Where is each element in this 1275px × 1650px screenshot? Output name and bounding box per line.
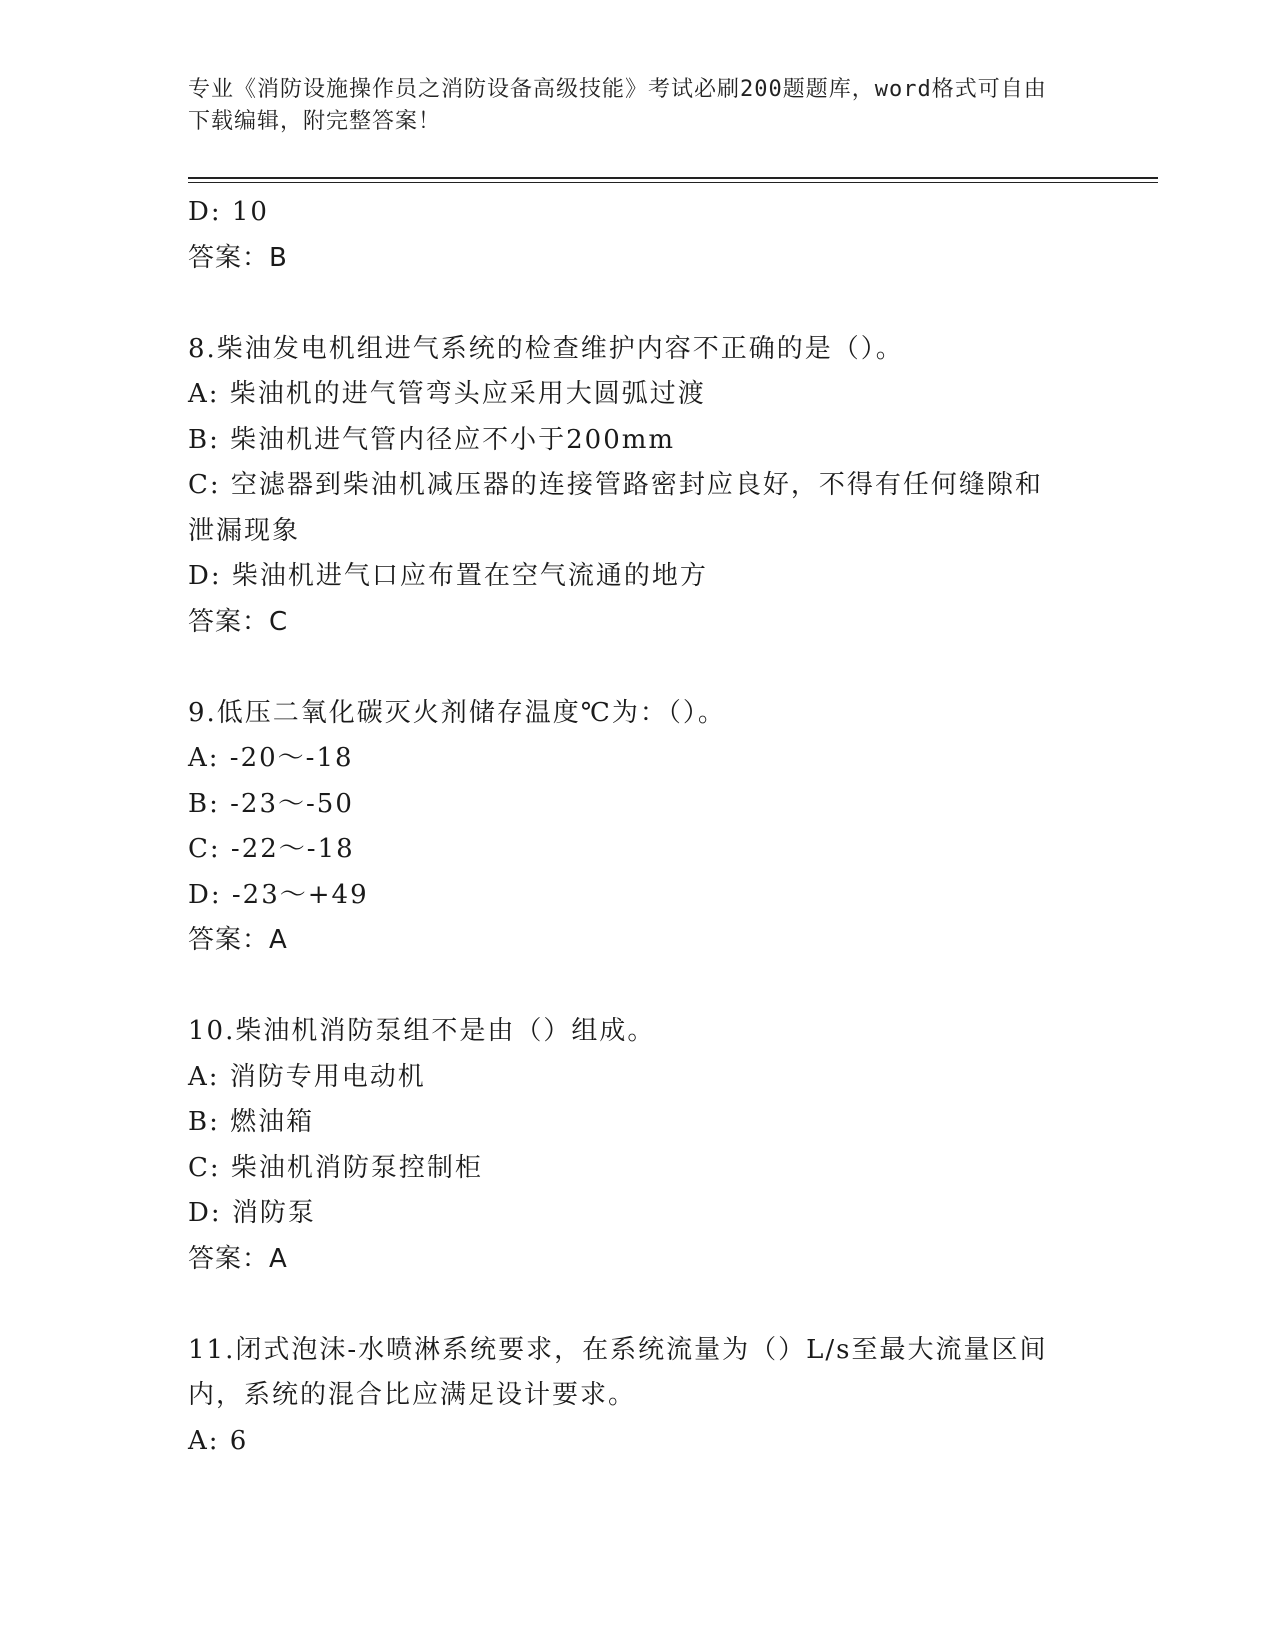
- answer-line: 答案：A: [188, 1243, 288, 1274]
- header-divider-thin: [188, 182, 1158, 183]
- option-line: D: 柴油机进气口应布置在空气流通的地方: [188, 561, 708, 591]
- spacer: [188, 281, 1088, 327]
- question-text: 10.柴油机消防泵组不是由（）组成。: [188, 1016, 656, 1046]
- option-line: 泄漏现象: [188, 515, 301, 546]
- option-line: C: 空滤器到柴油机减压器的连接管路密封应良好，不得有任何缝隙和: [188, 470, 1043, 500]
- option-line: B: 柴油机进气管内径应不小于200mm: [188, 424, 676, 455]
- option-line: A: 柴油机的进气管弯头应采用大圆弧过渡: [188, 379, 706, 409]
- option-line: D: 消防泵: [188, 1198, 316, 1228]
- question-list: [188, 190, 1088, 1464]
- option-line: B: -23～-50: [188, 788, 354, 819]
- option-line: D: -23～+49: [188, 879, 369, 910]
- spacer: [188, 1282, 1088, 1328]
- spacer: [188, 964, 1088, 1010]
- option-line: A: -20～-18: [188, 743, 354, 773]
- option-line: A: 消防专用电动机: [188, 1061, 426, 1092]
- header-divider: [188, 177, 1158, 179]
- answer-line: 答案：B: [188, 242, 288, 273]
- option-line: B: 燃油箱: [188, 1107, 315, 1137]
- option-line: C: 柴油机消防泵控制柜: [188, 1152, 483, 1183]
- question-text: 9.低压二氧化碳灭火剂储存温度℃为：（）。: [188, 697, 726, 728]
- option-line: C: -22～-18: [188, 834, 355, 864]
- answer-line: 答案：A: [188, 925, 288, 955]
- page-header: 专业《消防设施操作员之消防设备高级技能》考试必刷200题题库，word格式可自由下载编辑，附完整答案！: [188, 77, 1047, 134]
- question-text: 内，系统的混合比应满足设计要求。: [188, 1380, 637, 1410]
- question-text: 11.闭式泡沫-水喷淋系统要求，在系统流量为（）L/s至最大流量区间: [188, 1334, 1048, 1365]
- answer-line: 答案：C: [188, 606, 289, 637]
- spacer: [188, 645, 1088, 691]
- question-text: 8.柴油发电机组进气系统的检查维护内容不正确的是（）。: [188, 333, 904, 364]
- option-line: D: 10: [188, 197, 269, 227]
- option-line: A: 6: [188, 1425, 249, 1456]
